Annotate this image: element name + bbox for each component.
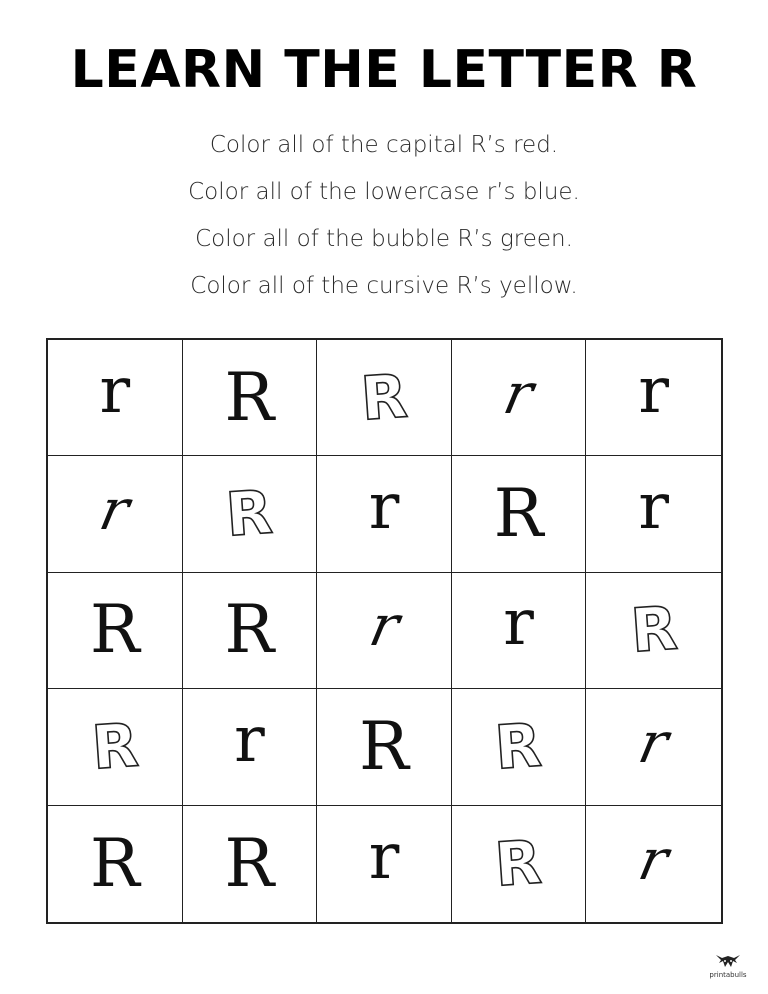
instruction-line: Color all of the capital R’s red. xyxy=(209,132,559,158)
grid-cell[interactable] xyxy=(317,689,452,805)
bubble-letter: R xyxy=(493,710,545,784)
grid-cell[interactable] xyxy=(452,806,587,922)
grid-cell[interactable] xyxy=(586,806,721,922)
lowercase-letter: r xyxy=(638,353,669,428)
grid-cell[interactable] xyxy=(183,689,318,805)
lowercase-letter: r xyxy=(99,353,131,428)
lowercase-letter: r xyxy=(234,702,265,777)
cursive-letter: r xyxy=(94,478,136,544)
instructions xyxy=(0,122,768,310)
instruction-line: Color all of the lowercase r’s blue. xyxy=(188,179,580,205)
cursive-letter: r xyxy=(363,594,405,660)
capital-letter: R xyxy=(89,824,140,902)
bubble-letter: R xyxy=(223,477,275,551)
grid-cell[interactable] xyxy=(317,340,452,456)
grid-cell[interactable] xyxy=(48,689,183,805)
grid-cell[interactable] xyxy=(452,456,587,572)
lowercase-letter: r xyxy=(503,586,534,661)
grid-cell[interactable] xyxy=(586,573,721,689)
cursive-letter: r xyxy=(633,827,675,893)
grid-cell[interactable] xyxy=(586,689,721,805)
grid-cell[interactable] xyxy=(183,806,318,922)
bubble-letter: R xyxy=(358,361,410,435)
brand-logo xyxy=(702,952,754,984)
grid-cell[interactable] xyxy=(586,456,721,572)
lowercase-letter: r xyxy=(368,819,400,894)
grid-cell[interactable] xyxy=(452,340,587,456)
bubble-letter: R xyxy=(493,827,545,901)
grid-cell[interactable] xyxy=(183,456,318,572)
grid-cell[interactable] xyxy=(586,340,721,456)
bubble-letter: R xyxy=(628,593,680,668)
grid-cell[interactable] xyxy=(48,340,183,456)
letter-grid xyxy=(46,338,723,924)
instruction-line: Color all of the cursive R’s yellow. xyxy=(190,273,578,299)
capital-letter: R xyxy=(224,824,275,902)
cursive-letter: r xyxy=(498,361,539,427)
capital-letter: R xyxy=(359,707,409,785)
grid-cell[interactable] xyxy=(48,806,183,922)
lowercase-letter: r xyxy=(368,470,400,545)
grid-cell[interactable] xyxy=(317,456,452,572)
capital-letter: R xyxy=(493,475,544,553)
grid-cell[interactable] xyxy=(317,806,452,922)
capital-letter: R xyxy=(224,358,275,436)
grid-cell[interactable] xyxy=(48,456,183,572)
capital-letter: R xyxy=(224,591,275,669)
grid-cell[interactable] xyxy=(317,573,452,689)
logo-text: printabulls xyxy=(709,971,747,979)
instruction-line: Color all of the bubble R’s green. xyxy=(195,226,573,252)
cursive-letter: r xyxy=(633,710,675,776)
grid-cell[interactable] xyxy=(183,573,318,689)
bubble-letter: R xyxy=(89,710,141,784)
capital-letter: R xyxy=(89,591,140,669)
lowercase-letter: r xyxy=(638,470,669,545)
grid-cell[interactable] xyxy=(452,689,587,805)
page-title: LEARN THE LETTER R xyxy=(70,40,698,100)
bull-logo-icon xyxy=(713,952,743,970)
grid-cell[interactable] xyxy=(183,340,318,456)
grid-cell[interactable] xyxy=(452,573,587,689)
grid-cell[interactable] xyxy=(48,573,183,689)
